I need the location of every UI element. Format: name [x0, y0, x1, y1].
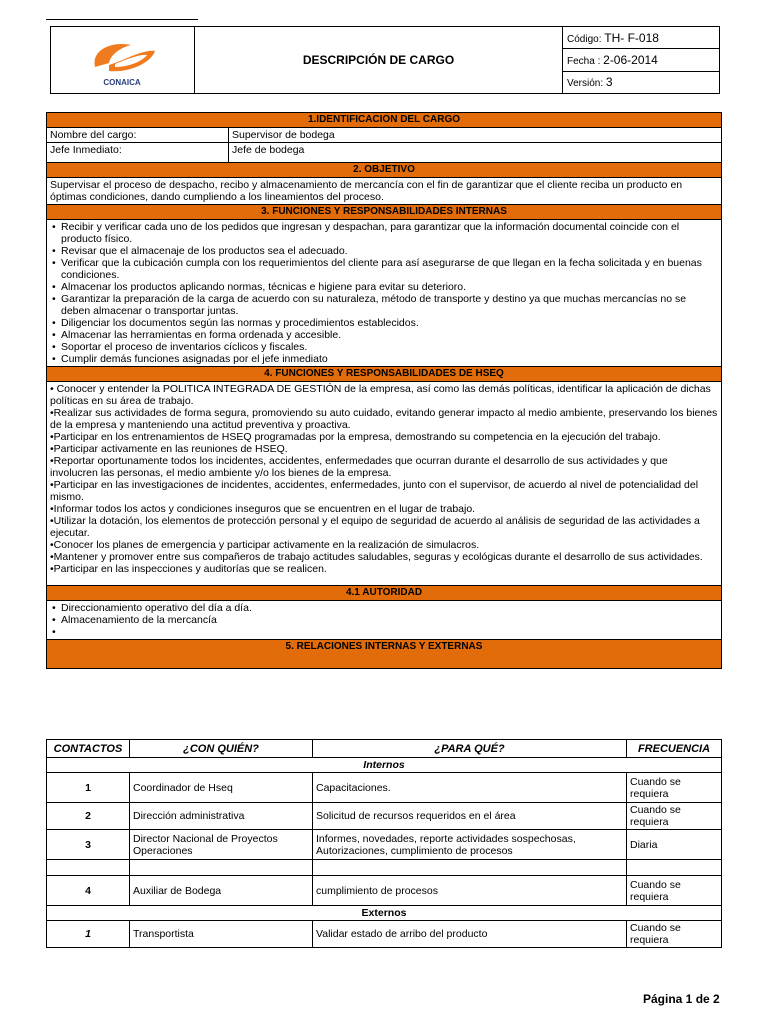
table-row [47, 803, 722, 830]
list-item: •Participar en los entrenamientos de HSEQ programadas por la empresa, demostrando su competencia en la ejecución del trabajo. [50, 431, 661, 443]
row-number: 1 [47, 773, 130, 803]
nombre-cargo-label: Nombre del cargo: [47, 128, 229, 143]
row-frecuencia: Cuando se requiera [627, 921, 722, 948]
col-header-frecuencia: FRECUENCIA [627, 740, 722, 758]
page-number: Página 1 de 2 [643, 992, 720, 1006]
row-frecuencia: Diaria [627, 830, 722, 860]
row-number: 2 [47, 803, 130, 830]
codigo-cell [563, 27, 720, 49]
list-item: •Participar activamente en las reuniones de HSEQ. [50, 443, 288, 455]
codigo-value: TH- F-018 [604, 30, 659, 45]
list-item [50, 626, 718, 638]
row-para: Solicitud de recursos requeridos en el área [313, 803, 627, 830]
header-top-rule [46, 19, 198, 20]
version-cell [563, 71, 720, 93]
list-item: •Reportar oportunamente todos los incidentes, accidentes, enfermedades que ocurran durante el desarrollo de sus actividades y que involucren las personas, el medio ambiente y/o los bienes de la empresa. [50, 455, 668, 479]
row-para: cumplimiento de procesos [313, 876, 627, 906]
row-quien: Director Nacional de Proyectos Operaciones [130, 830, 313, 860]
jefe-inmediato-value: Jefe de bodega [229, 143, 722, 163]
row-frecuencia [627, 860, 722, 876]
version-label: Versión: [567, 78, 604, 90]
list-item: • Revisar que el almacenaje de los productos sea el adecuado. [50, 245, 718, 257]
row-number [47, 860, 130, 876]
row-para: Validar estado de arribo del producto [313, 921, 627, 948]
list-item: • Almacenar las herramientas en forma ordenada y accesible. [50, 329, 718, 341]
fecha-label: Fecha : [567, 55, 601, 67]
list-item: • Garantizar la preparación de la carga de acuerdo con su naturaleza, método de transporte y destino ya que muchas mercancías no se deben almacenar o transportar juntas. [50, 293, 718, 317]
conaica-logo-icon [51, 27, 194, 93]
section-identificacion: 1.IDENTIFICACION DEL CARGO [47, 113, 722, 128]
list-item: • Conocer y entender la POLITICA INTEGRADA DE GESTIÓN de la empresa, así como las demás políticas, identificar la aplicación de dichas políticas en su área de trabajo. [50, 383, 711, 407]
list-item: •Participar en las inspecciones y auditorías que se realicen. [50, 563, 327, 575]
list-item: • Verificar que la cubicación cumpla con los requerimientos del cliente para así asegurarse de que llegan en la fecha solicitada y en buenas condiciones. [50, 257, 718, 281]
funciones-internas-list [50, 221, 718, 365]
list-item: •Participar en las investigaciones de incidentes, accidentes, enfermedades, junto con el supervisor, de acuerdo al nivel de potencialidad del mismo. [50, 479, 699, 503]
table-row [47, 830, 722, 860]
list-item: • Cumplir demás funciones asignadas por el jefe inmediato [50, 353, 718, 365]
autoridad-cell [47, 601, 722, 640]
row-frecuencia: Cuando se requiera [627, 876, 722, 906]
list-item: • Recibir y verificar cada uno de los pedidos que ingresan y despachan, para garantizar que la información documental coincide con el producto físico. [50, 221, 718, 245]
jefe-inmediato-label: Jefe Inmediato: [47, 143, 229, 163]
table-row [47, 860, 722, 876]
logo-text: CONAICA [103, 78, 141, 87]
internos-subheader: Internos [47, 758, 722, 773]
row-frecuencia: Cuando se requiera [627, 803, 722, 830]
table-row [47, 876, 722, 906]
autoridad-list [50, 602, 718, 638]
list-item: • Direccionamiento operativo del día a día. [50, 602, 718, 614]
funciones-internas-cell [47, 220, 722, 367]
row-para [313, 860, 627, 876]
relaciones-table [46, 739, 722, 948]
row-number: 4 [47, 876, 130, 906]
row-quien: Dirección administrativa [130, 803, 313, 830]
row-para: Informes, novedades, reporte actividades sospechosas, Autorizaciones, cumplimiento de procesos [313, 830, 627, 860]
section-funciones-internas: 3. FUNCIONES Y RESPONSABILIDADES INTERNAS [47, 205, 722, 220]
list-item: • Diligenciar los documentos según las normas y procedimientos establecidos. [50, 317, 718, 329]
codigo-label: Código: [567, 33, 602, 45]
col-header-contactos: CONTACTOS [47, 740, 130, 758]
row-quien: Auxiliar de Bodega [130, 876, 313, 906]
fecha-cell [563, 49, 720, 71]
list-item: •Conocer los planes de emergencia y participar activamente en la realización de simulacros. [50, 539, 480, 551]
row-frecuencia: Cuando se requiera [627, 773, 722, 803]
list-item: •Informar todos los actos y condiciones inseguros que se encuentren en el lugar de trabajo. [50, 503, 476, 515]
funciones-hseq-cell [47, 382, 722, 586]
list-item: • Soportar el proceso de inventarios cíclicos y fiscales. [50, 341, 718, 353]
list-item: • Almacenar los productos aplicando normas, técnicas e higiene para evitar su deterioro. [50, 281, 718, 293]
row-quien: Coordinador de Hseq [130, 773, 313, 803]
col-header-para-que: ¿PARA QUÉ? [313, 740, 627, 758]
document-title: DESCRIPCIÓN DE CARGO [195, 27, 563, 94]
list-item: •Utilizar la dotación, los elementos de protección personal y el equipo de seguridad de acuerdo al análisis de seguridad de las actividades a ejecutar. [50, 515, 700, 539]
row-quien [130, 860, 313, 876]
section-funciones-hseq: 4. FUNCIONES Y RESPONSABILIDADES DE HSEQ [47, 367, 722, 382]
section-relaciones: 5. RELACIONES INTERNAS Y EXTERNAS [47, 640, 722, 669]
section-autoridad: 4.1 AUTORIDAD [47, 586, 722, 601]
list-item: •Mantener y promover entre sus compañeros de trabajo actitudes saludables, seguras y ecológicas durante el desarrollo de sus actividades. [50, 551, 703, 563]
row-para: Capacitaciones. [313, 773, 627, 803]
table-row [47, 773, 722, 803]
table-row [47, 921, 722, 948]
job-description-table [46, 112, 722, 669]
list-item: • Almacenamiento de la mercancía [50, 614, 718, 626]
row-number: 3 [47, 830, 130, 860]
nombre-cargo-value: Supervisor de bodega [229, 128, 722, 143]
list-item: •Realizar sus actividades de forma segura, promoviendo su auto cuidado, evitando generar impacto al medio ambiente, preservando los bienes de la empresa y manteniendo una actitud preventiva y proactiva. [50, 407, 718, 431]
fecha-value: 2-06-2014 [603, 52, 658, 67]
version-value: 3 [605, 75, 613, 90]
externos-subheader: Externos [47, 906, 722, 921]
document-header [50, 26, 720, 94]
company-logo [51, 27, 194, 93]
row-number: 1 [47, 921, 130, 948]
row-quien: Transportista [130, 921, 313, 948]
col-header-con-quien: ¿CON QUIÉN? [130, 740, 313, 758]
section-objetivo: 2. OBJETIVO [47, 163, 722, 178]
objetivo-text: Supervisar el proceso de despacho, recibo y almacenamiento de mercancía con el fin de garantizar que el cliente reciba un producto en óptimas condiciones, dando cumpliendo a los lineamientos del proceso. [47, 178, 722, 205]
logo-cell [51, 27, 195, 94]
